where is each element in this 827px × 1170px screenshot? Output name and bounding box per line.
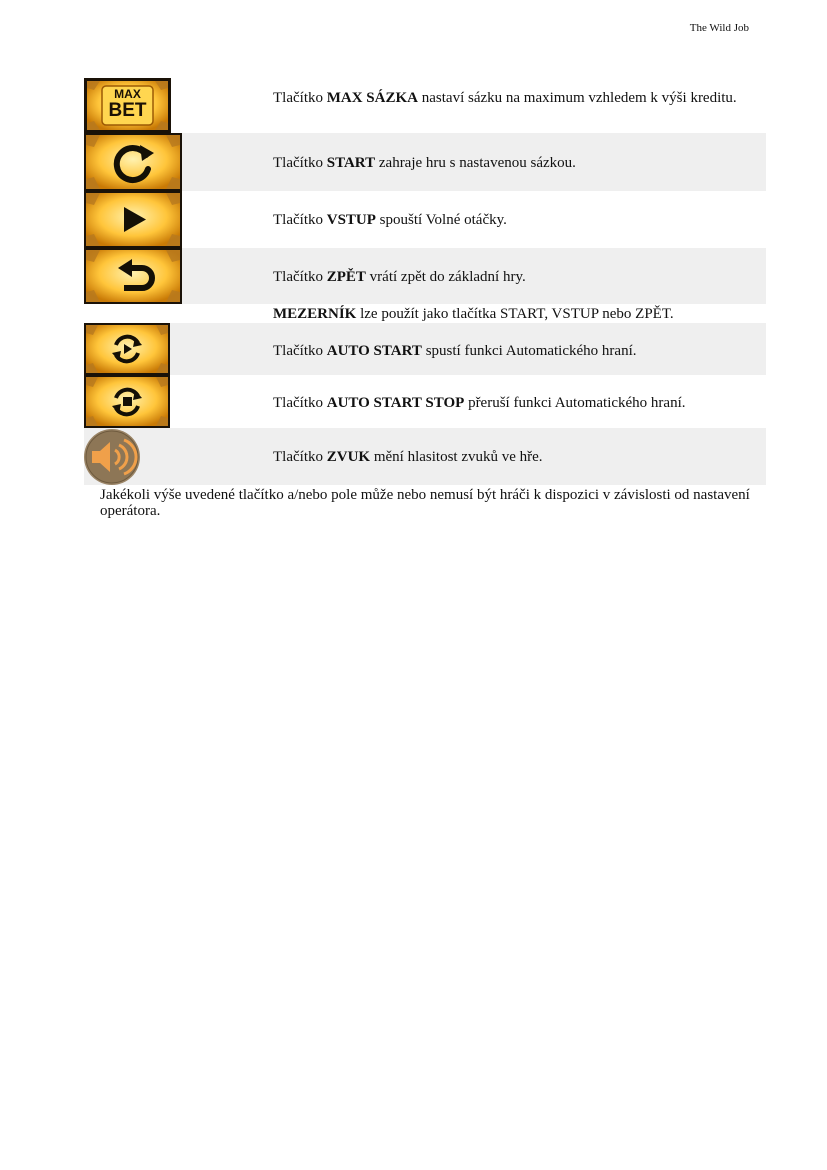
- speaker-icon: [84, 428, 142, 485]
- zpet-button-image: [84, 248, 182, 304]
- document-title: The Wild Job: [689, 22, 749, 34]
- max-label: MAX: [114, 87, 141, 101]
- play-icon: [84, 191, 182, 248]
- start-button-image: [84, 133, 182, 191]
- refresh-icon: [84, 133, 182, 191]
- back-arrow-icon: [84, 248, 182, 304]
- availability-note: Jakékoli výše uvedené tlačítko a/nebo pole může nebo nemusí být hráči k dispozici v závislosti od nastavení operátora.: [100, 487, 750, 519]
- help-row-max-bet: [84, 78, 766, 133]
- auto-start-stop-button-image: [84, 375, 170, 428]
- help-text: Tlačítko ZPĚT vrátí zpět do základní hry.: [273, 269, 526, 285]
- help-row-auto-start: [84, 323, 766, 375]
- help-row-mezernik: [84, 304, 766, 323]
- help-text: Tlačítko AUTO START spustí funkci Automatického hraní.: [273, 343, 637, 359]
- autoplay-stop-icon: [84, 375, 170, 428]
- max-bet-button-image: [84, 78, 171, 133]
- vstup-button-image: [84, 191, 182, 248]
- help-text: MEZERNÍK lze použít jako tlačítka START, VSTUP nebo ZPĚT.: [273, 306, 674, 322]
- help-text: Tlačítko AUTO START STOP přeruší funkci Automatického hraní.: [273, 395, 686, 411]
- help-row-auto-start-stop: [84, 375, 766, 428]
- bet-label: BET: [108, 100, 147, 121]
- help-row-start: [84, 133, 766, 191]
- help-row-zpet: [84, 248, 766, 304]
- help-row-zvuk: [84, 428, 766, 485]
- help-row-vstup: [84, 191, 766, 248]
- help-text: Tlačítko START zahraje hru s nastavenou sázkou.: [273, 155, 576, 171]
- help-text: Tlačítko MAX SÁZKA nastaví sázku na maximum vzhledem k výši kreditu.: [273, 90, 737, 106]
- help-text: Tlačítko VSTUP spouští Volné otáčky.: [273, 212, 507, 228]
- auto-start-button-image: [84, 323, 170, 375]
- autoplay-icon: [84, 323, 170, 375]
- help-text: Tlačítko ZVUK mění hlasitost zvuků ve hře.: [273, 449, 543, 465]
- sound-button-image: [84, 428, 142, 485]
